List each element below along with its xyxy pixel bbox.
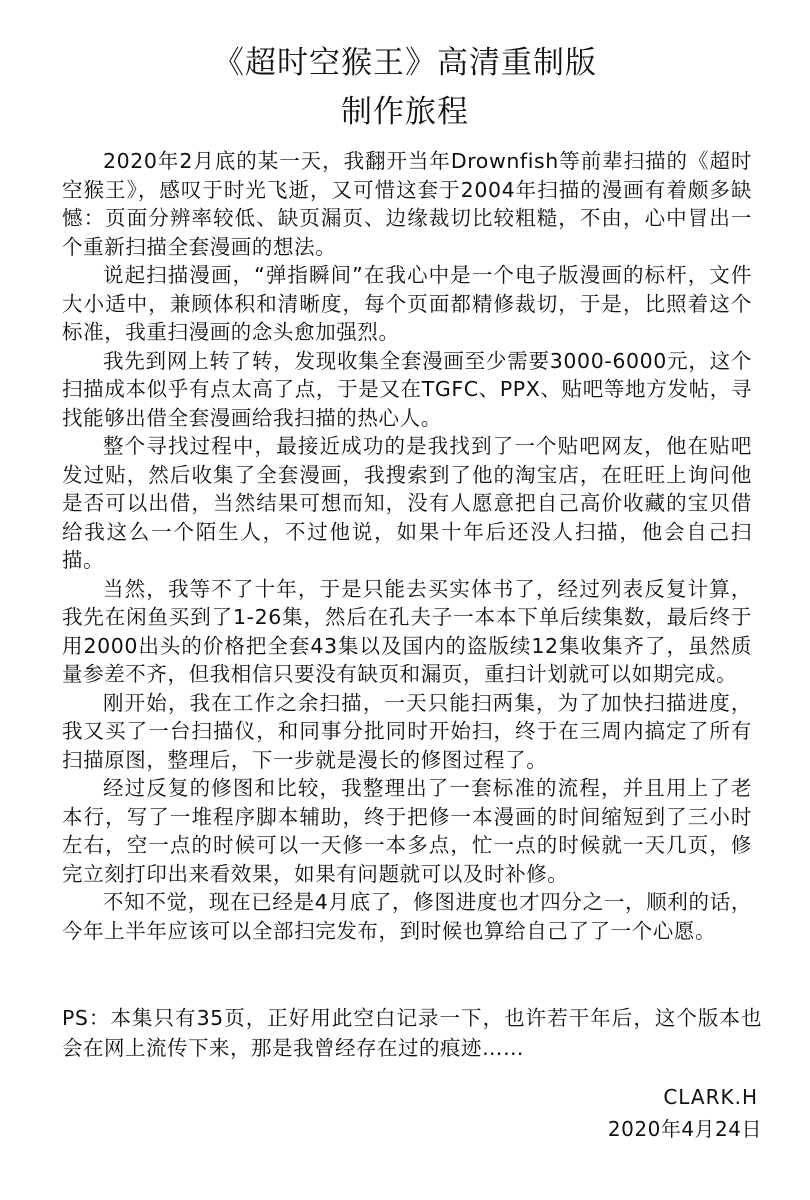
paragraph: 说起扫描漫画，“弹指瞬间”在我心中是一个电子版漫画的标杆，文件大小适中，兼顾体积和清晰度，每个页面都精修裁切，于是，比照着这个标准，我重扫漫画的念头愈加强烈。	[62, 263, 752, 344]
date: 2020年4月24日	[607, 1117, 762, 1141]
paragraph: 刚开始，我在工作之余扫描，一天只能扫两集，为了加快扫描进度，我又买了一台扫描仪，和同事分批同时开始扫，终于在三周内搞定了所有扫描原图，整理后，下一步就是漫长的修图过程了。	[62, 690, 752, 772]
paragraph: 2020年2月底的某一天，我翻开当年Drownfish等前辈扫描的《超时空猴王》，感叹于时光飞逝，又可惜这套于2004年扫描的漫画有着颇多缺憾：页面分辨率较低、缺页漏页、边缘裁切比较粗糙，不由，心中冒出一个重新扫描全套漫画的想法。	[62, 149, 752, 259]
author-signature: CLARK.H	[663, 1085, 758, 1109]
paragraph: 我先到网上转了转，发现收集全套漫画至少需要3000-6000元，这个扫描成本似乎有点太高了点，于是又在TGFC、PPX、贴吧等地方发帖，寻找能够出借全套漫画给我扫描的热心人。	[62, 348, 752, 430]
paragraph: 当然，我等不了十年，于是只能去买实体书了，经过列表反复计算，我先在闲鱼买到了1-26集，然后在孔夫子一本本下单后续集数，最后终于用2000出头的价格把全套43集以及国内的盗版续12集收集齐了，虽然质量参差不齐，但我相信只要没有缺页和漏页，重扫计划就可以如期完成。	[62, 576, 752, 686]
page-subtitle: 制作旅程	[341, 94, 469, 130]
paragraph: 整个寻找过程中，最接近成功的是我找到了一个贴吧网友，他在贴吧发过贴，然后收集了全套漫画，我搜索到了他的淘宝店，在旺旺上询问他是否可以出借，当然结果可想而知，没有人愿意把自己高价收藏的宝贝借给我这么一个陌生人，不过他说，如果十年后还没人扫描，他会自己扫描。	[62, 434, 752, 572]
postscript: PS：本集只有35页，正好用此空白记录一下，也许若干年后，这个版本也会在网上流传下来，那是我曾经存在过的痕迹……	[62, 1006, 762, 1060]
paragraph: 经过反复的修图和比较，我整理出了一套标准的流程，并且用上了老本行，写了一堆程序脚本辅助，终于把修一本漫画的时间缩短到了三小时左右，空一点的时候可以一天修一本多点，忙一点的时候就一天几页，修完立刻打印出来看效果，如果有问题就可以及时补修。	[62, 776, 752, 886]
body-text	[62, 147, 752, 945]
page-title: 《超时空猴王》高清重制版	[213, 45, 597, 81]
paragraph: 不知不觉，现在已经是4月底了，修图进度也才四分之一，顺利的话，今年上半年应该可以全部扫完发布，到时候也算给自己了了一个心愿。	[62, 890, 752, 943]
